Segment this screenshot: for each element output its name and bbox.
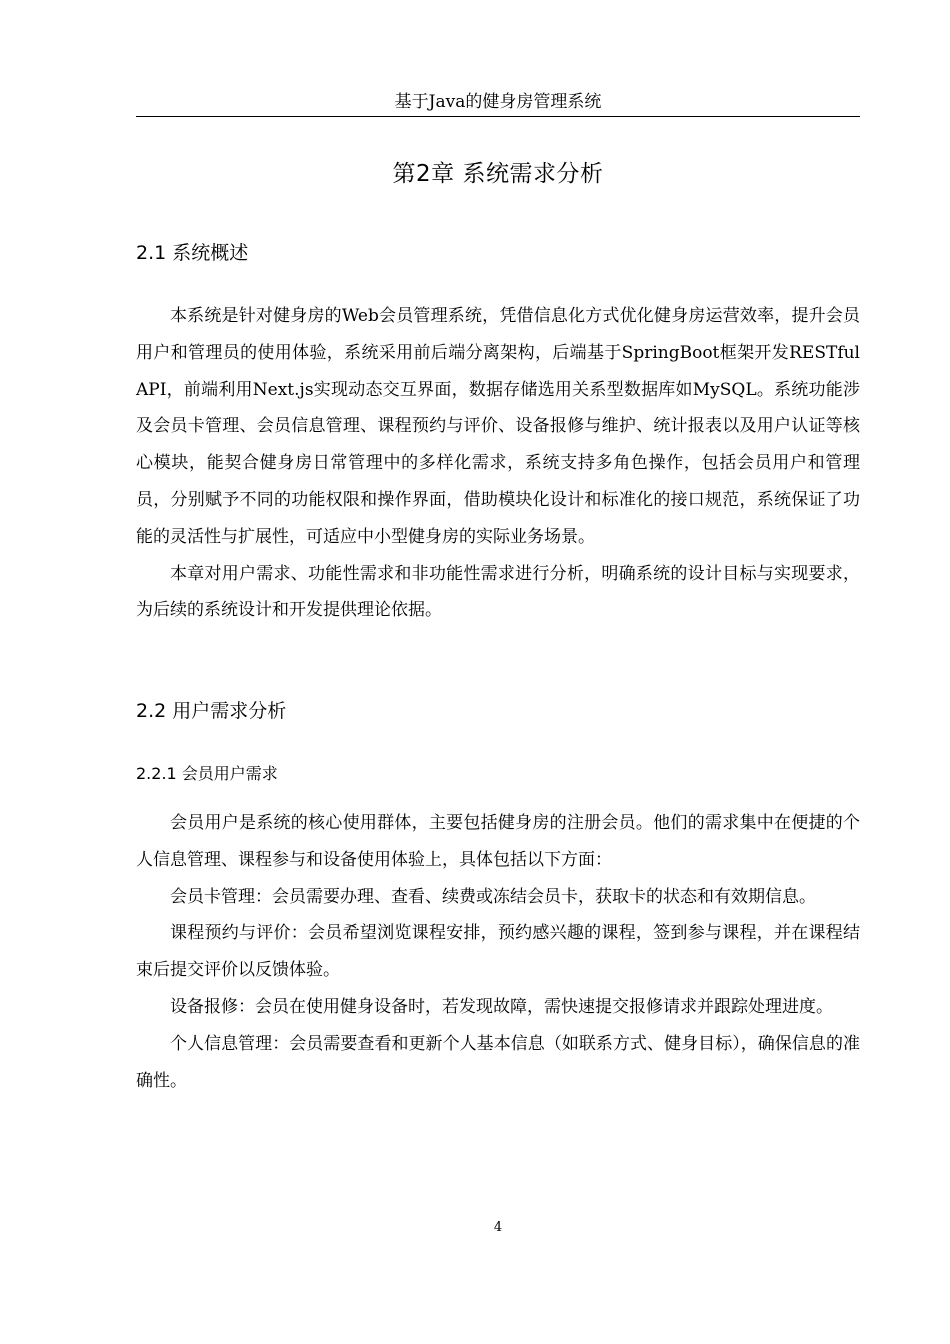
- chapter-title: 第2章 系统需求分析: [392, 161, 604, 187]
- paragraph-member-card: 会员卡管理：会员需要办理、查看、续费或冻结会员卡，获取卡的状态和有效期信息。: [170, 886, 816, 907]
- paragraph-chapter-scope: 本章对用户需求、功能性需求和非功能性需求进行分析，明确系统的设计目标与实现要求，为后续的系统设计和开发提供理论依据。: [136, 563, 860, 621]
- paragraph-member-intro: 会员用户是系统的核心使用群体，主要包括健身房的注册会员。他们的需求集中在便捷的个人信息管理、课程参与和设备使用体验上，具体包括以下方面：: [136, 813, 860, 870]
- section-2-2-1-body: [136, 805, 860, 1099]
- page-number: 4: [493, 1220, 503, 1235]
- section-2-2-1-heading: 2.2.1 会员用户需求: [136, 764, 278, 783]
- running-header: 基于Java的健身房管理系统: [394, 92, 602, 112]
- section-2-2-heading: 2.2 用户需求分析: [136, 700, 287, 722]
- header-rule: [136, 116, 860, 117]
- section-2-1-heading: 2.1 系统概述: [136, 242, 249, 264]
- paragraph-course-booking: 课程预约与评价：会员希望浏览课程安排，预约感兴趣的课程，签到参与课程，并在课程结束后提交评价以反馈体验。: [136, 923, 860, 981]
- paragraph-system-overview: 本系统是针对健身房的Web会员管理系统，凭借信息化方式优化健身房运营效率，提升会员用户和管理员的使用体验，系统采用前后端分离架构，后端基于SpringBoot框架开发RESTful API，前端利用Next.js实现动态交互界面，数据存储选用关系型数据库如MySQL。系统功能涉及会员卡管理、会员信息管理、课程预约与评价、设备报修与维护、统计报表以及用户认证等核心模块，能契合健身房日常管理中的多样化需求，系统支持多角色操作，包括会员用户和管理员，分别赋予不同的功能权限和操作界面，借助模块化设计和标准化的接口规范，系统保证了功能的灵活性与扩展性，可适应中小型健身房的实际业务场景。: [136, 306, 860, 547]
- paragraph-equipment-repair: 设备报修：会员在使用健身设备时，若发现故障，需快速提交报修请求并跟踪处理进度。: [170, 996, 833, 1017]
- section-2-1-body: [136, 298, 860, 629]
- paragraph-personal-info: 个人信息管理：会员需要查看和更新个人基本信息（如联系方式、健身目标），确保信息的准确性。: [136, 1033, 860, 1091]
